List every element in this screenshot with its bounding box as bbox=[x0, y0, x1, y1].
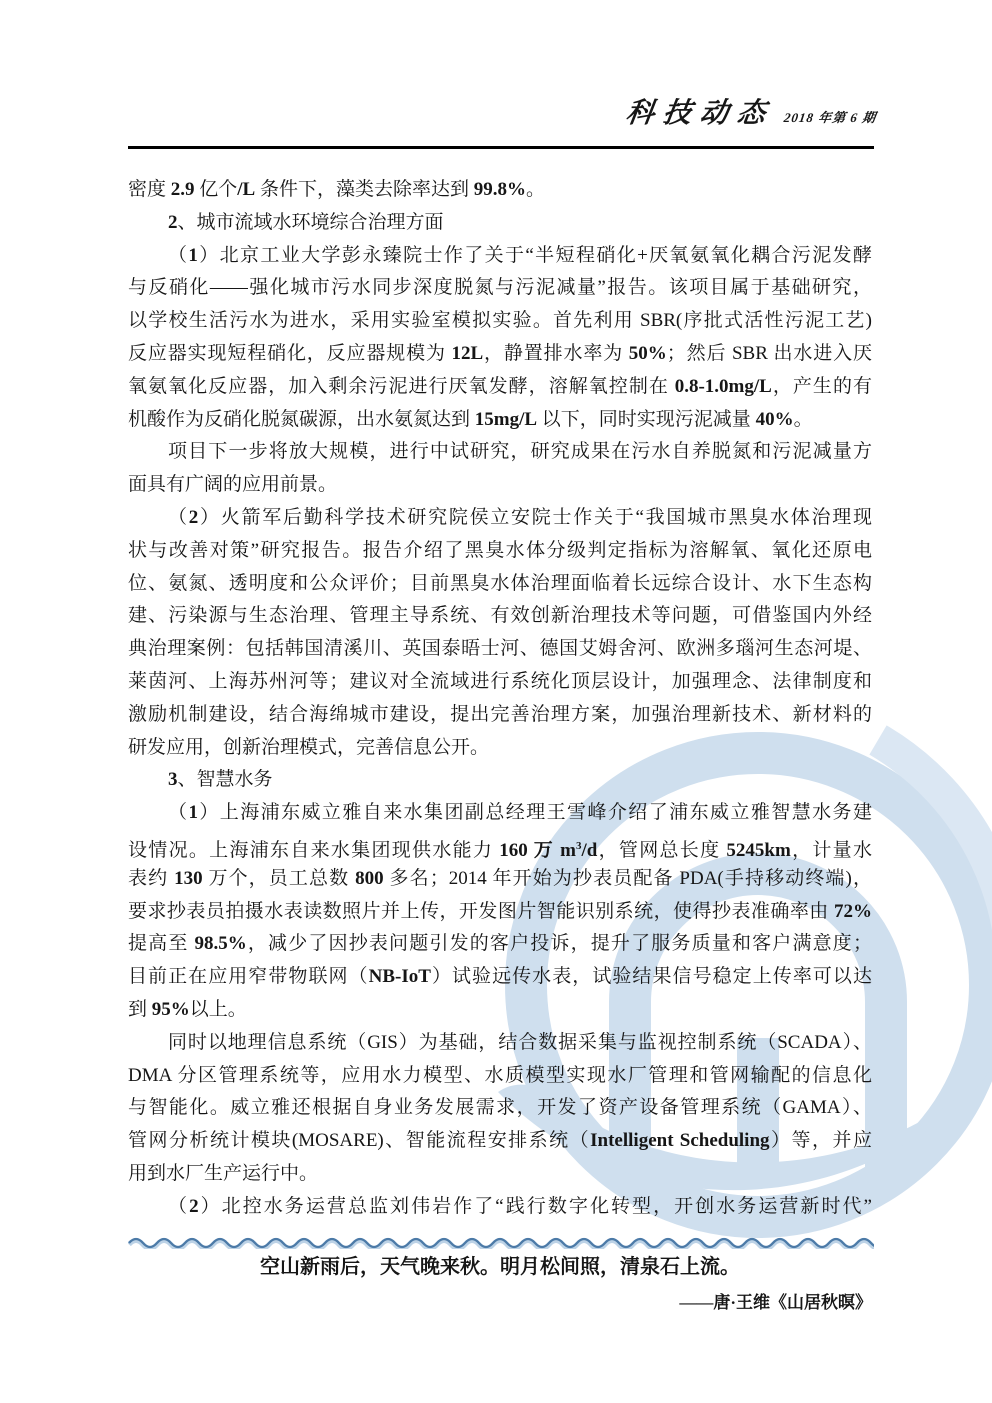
text-line bbox=[128, 207, 872, 240]
header-rule bbox=[128, 146, 874, 149]
text-segment: DMA 分区管理系统等，应用水力模型、水质模型实现水厂管理和管网输配的信息化 bbox=[128, 1064, 872, 1086]
journal-title: 科技动态 bbox=[623, 98, 776, 129]
text-line bbox=[128, 174, 872, 207]
text-line bbox=[128, 633, 872, 666]
text-segment-bold: 3 bbox=[575, 839, 582, 852]
text-line bbox=[128, 1125, 872, 1158]
text-segment: ）北控水务运营总监刘伟岩作了“践行数字化转型，开创水务运营新时代” bbox=[198, 1195, 872, 1217]
wave-divider bbox=[128, 1233, 874, 1249]
text-segment: 亿个 bbox=[194, 179, 238, 200]
text-segment-bold: Intelligent Scheduling bbox=[590, 1130, 770, 1152]
text-segment: 建、污染源与生态治理、管理主导系统、有效创新治理技术等问题，可借鉴国内外经 bbox=[128, 605, 872, 627]
text-segment-bold: 95% bbox=[151, 998, 190, 1020]
text-segment: （ bbox=[168, 244, 189, 266]
text-line bbox=[128, 436, 872, 469]
text-segment: 激励机制建设，结合海绵城市建设，提出完善治理方案，加强治理新技术、新材料的 bbox=[128, 703, 872, 725]
text-segment-bold: 0.8-1.0mg/L bbox=[674, 375, 772, 397]
text-segment: 典治理案例：包括韩国清溪川、英国泰晤士河、德国艾姆舍河、欧洲多瑙河生态河堤、 bbox=[128, 638, 872, 660]
text-line bbox=[128, 1191, 872, 1224]
text-line bbox=[128, 1158, 872, 1191]
text-segment: 面具有广阔的应用前景。 bbox=[128, 474, 338, 496]
text-segment: ）等，并应 bbox=[769, 1130, 872, 1152]
text-segment-bold: 15mg/L bbox=[474, 408, 538, 430]
text-line bbox=[128, 1027, 872, 1060]
text-line bbox=[128, 961, 872, 994]
text-segment: 反应器实现短程硝化，反应器规模为 bbox=[128, 342, 452, 364]
issue-label: 2018 年第 6 期 bbox=[782, 110, 878, 125]
text-segment-bold: 2 bbox=[168, 211, 178, 233]
text-segment: 用到水厂生产运行中。 bbox=[128, 1162, 319, 1184]
footer-attribution: ——唐·王维《山居秋暝》 bbox=[679, 1293, 872, 1312]
text-line bbox=[128, 535, 872, 568]
text-segment: 密度 bbox=[128, 179, 171, 200]
text-line bbox=[128, 764, 872, 797]
text-line bbox=[128, 994, 872, 1027]
text-segment: 多名；2014 年开始为抄表员配备 PDA(手持移动终端)， bbox=[383, 867, 872, 889]
text-segment-bold: 50% bbox=[628, 342, 667, 364]
text-line bbox=[128, 600, 872, 633]
text-segment: 氧氨氧化反应器，加入剩余污泥进行厌氧发酵，溶解氧控制在 bbox=[128, 375, 675, 397]
text-segment-bold: 2 bbox=[189, 1195, 199, 1217]
text-segment: 、城市流域水环境综合治理方面 bbox=[177, 211, 444, 233]
text-segment: ，产生的有 bbox=[771, 375, 872, 397]
text-segment: 位、氨氮、透明度和公众评价；目前黑臭水体治理面临着长远综合设计、水下生态构 bbox=[128, 572, 872, 594]
text-segment-bold: 12L bbox=[451, 342, 484, 364]
text-segment: 莱茵河、上海苏州河等；建议对全流域进行系统化顶层设计，加强理念、法律制度和 bbox=[128, 670, 872, 692]
text-segment: ；然后 SBR 出水进入厌 bbox=[666, 342, 872, 364]
text-segment: 以上。 bbox=[189, 998, 247, 1020]
text-line bbox=[128, 797, 872, 830]
text-line bbox=[128, 928, 872, 961]
text-segment: 万个，员工总数 bbox=[202, 867, 356, 889]
text-line bbox=[128, 240, 872, 273]
text-segment-bold: NB-IoT bbox=[368, 966, 431, 988]
text-segment: ，管网总长度 bbox=[597, 839, 727, 861]
text-segment: 与智能化。威立雅还根据自身业务发展需求，开发了资产设备管理系统（GAMA）、 bbox=[128, 1097, 872, 1119]
text-segment-bold: 160 万 m bbox=[499, 839, 576, 861]
text-segment-bold: 40% bbox=[755, 408, 794, 430]
text-segment-bold: 5245km bbox=[726, 839, 791, 861]
text-segment-bold: /d bbox=[581, 839, 598, 861]
text-line bbox=[128, 305, 872, 338]
text-line bbox=[128, 699, 872, 732]
text-segment-bold: 99.8% bbox=[473, 179, 526, 200]
footer-quote: 空山新雨后，天气晚来秋。明月松间照，清泉石上流。 bbox=[260, 1256, 740, 1278]
text-line bbox=[128, 502, 872, 535]
text-line bbox=[128, 404, 872, 437]
text-segment: ）上海浦东威立雅自来水集团副总经理王雪峰介绍了浦东威立雅智慧水务建 bbox=[197, 802, 872, 824]
text-line bbox=[128, 1060, 872, 1093]
text-segment: 同时以地理信息系统（GIS）为基础，结合数据采集与监视控制系统（SCADA）、 bbox=[168, 1031, 872, 1053]
text-segment: 、智慧水务 bbox=[177, 769, 273, 791]
text-segment: 项目下一步将放大规模，进行中试研究，研究成果在污水自养脱氮和污泥减量方 bbox=[168, 441, 872, 463]
text-segment: ，静置排水率为 bbox=[483, 342, 629, 364]
text-segment: ，计量水 bbox=[790, 839, 872, 861]
text-segment: ）北京工业大学彭永臻院士作了关于“半短程硝化+厌氧氨氧化耦合污泥发酵 bbox=[197, 244, 872, 266]
text-segment-bold: 98.5% bbox=[194, 933, 247, 955]
text-segment: 条件下，藻类去除率达到 bbox=[255, 179, 474, 200]
text-segment: 状与改善对策”研究报告。报告介绍了黑臭水体分级判定指标为溶解氧、氧化还原电 bbox=[128, 539, 872, 561]
text-segment: 要求抄表员拍摄水表读数照片并上传，开发图片智能识别系统，使得抄表准确率由 bbox=[128, 900, 834, 922]
text-segment: 机酸作为反硝化脱氮碳源，出水氨氮达到 bbox=[128, 408, 475, 430]
text-segment: 管网分析统计模块(MOSARE)、智能流程安排系统（ bbox=[128, 1130, 591, 1152]
text-line bbox=[128, 272, 872, 305]
text-segment: ）试验远传水表，试验结果信号稳定上传率可以达 bbox=[430, 966, 872, 988]
text-segment-bold: 800 bbox=[355, 867, 384, 889]
text-segment: ，减少了因抄表问题引发的客户投诉，提升了服务质量和客户满意度； bbox=[246, 933, 872, 955]
text-segment: 与反硝化——强化城市污水同步深度脱氮与污泥减量”报告。该项目属于基础研究， bbox=[128, 277, 872, 299]
text-segment: 研发应用，创新治理模式，完善信息公开。 bbox=[128, 736, 490, 758]
text-line bbox=[128, 732, 872, 765]
text-line bbox=[128, 896, 872, 929]
page-header bbox=[623, 98, 878, 129]
text-segment-bold: 3 bbox=[168, 769, 178, 791]
text-segment: 到 bbox=[128, 998, 152, 1020]
text-segment: 以学校生活污水为进水，采用实验室模拟实验。首先利用 SBR(序批式活性污泥工艺) bbox=[128, 310, 872, 332]
text-segment: 设情况。上海浦东自来水集团现供水能力 bbox=[128, 839, 500, 861]
text-segment: 提高至 bbox=[128, 933, 195, 955]
text-segment: ）火箭军后勤科学技术研究院侯立安院士作关于“我国城市黑臭水体治理现 bbox=[198, 506, 872, 528]
text-line bbox=[128, 469, 872, 502]
text-segment: （ bbox=[168, 506, 189, 528]
text-line bbox=[128, 371, 872, 404]
text-segment: 。 bbox=[793, 408, 813, 430]
text-line bbox=[128, 666, 872, 699]
text-segment-bold: 72% bbox=[834, 900, 872, 922]
text-line bbox=[128, 830, 872, 863]
body-text bbox=[128, 174, 872, 1224]
text-segment: 以下，同时实现污泥减量 bbox=[537, 408, 756, 430]
text-segment-bold: /L bbox=[237, 179, 256, 200]
text-segment: 。 bbox=[526, 179, 546, 200]
text-segment-bold: 2.9 bbox=[170, 179, 195, 200]
text-line bbox=[128, 863, 872, 896]
text-segment-bold: 1 bbox=[188, 802, 198, 824]
text-line bbox=[128, 338, 872, 371]
text-segment-bold: 1 bbox=[188, 244, 198, 266]
text-segment-bold: 2 bbox=[188, 506, 199, 528]
text-segment: 目前正在应用窄带物联网（ bbox=[128, 966, 369, 988]
text-line bbox=[128, 568, 872, 601]
text-line bbox=[128, 1092, 872, 1125]
text-segment: 表约 bbox=[128, 867, 175, 889]
text-segment: （ bbox=[168, 1195, 190, 1217]
text-segment: （ bbox=[168, 802, 189, 824]
text-segment-bold: 130 bbox=[174, 867, 203, 889]
